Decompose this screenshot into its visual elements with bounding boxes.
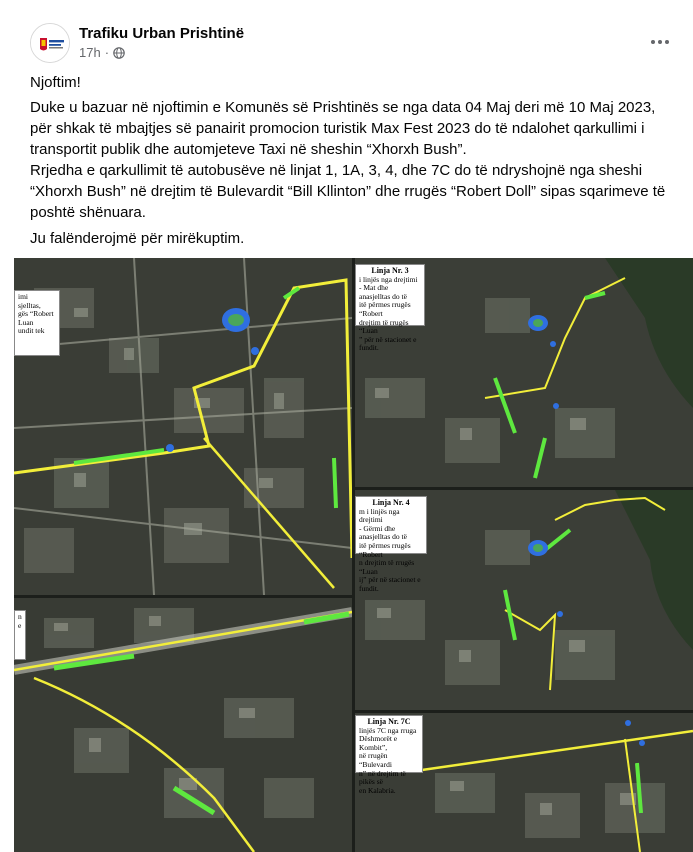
- map-tile-lines-1-1a[interactable]: [14, 258, 352, 595]
- post-heading: Njoftim!: [30, 74, 81, 91]
- route-maps-grid[interactable]: [14, 258, 693, 852]
- globe-icon[interactable]: [113, 47, 125, 59]
- page-avatar[interactable]: [30, 23, 70, 63]
- map-1-legend: imi sjelltas, gës “Robert Luan undit tek: [14, 290, 60, 356]
- post-header: [0, 0, 693, 68]
- map-2-legend: n e: [14, 610, 26, 660]
- map-image-2: [14, 598, 352, 852]
- more-dots-icon[interactable]: [648, 30, 672, 54]
- city-logo: [31, 24, 70, 63]
- map-tile-line-2[interactable]: [14, 598, 352, 852]
- map-tile-line-4[interactable]: [355, 490, 693, 710]
- post-time[interactable]: 17h: [79, 45, 101, 60]
- page-name[interactable]: Trafiku Urban Prishtinë: [79, 25, 245, 42]
- map-image-1: [14, 258, 352, 595]
- map-tile-line-7c[interactable]: [355, 713, 693, 852]
- post-paragraph-3: Ju falënderojmë për mirëkuptim.: [30, 230, 245, 247]
- post-paragraph-1: Duke u bazuar në njoftimin e Komunës së Prishtinës se nga data 04 Maj deri më 10 Maj 2023, për shkak të mbajtjes së panairit promocion turistik Max Fest 2023 do të ndalohet qarkullimi i transportit publik dhe automjeteve Taxi në sheshin “Xhorxh Bush”.: [30, 99, 656, 158]
- map-7c-legend: Linja Nr. 7C linjës 7C nga rruga Dëshmorët e Kombit”, në rrugën “Bulevardi n” në drejtim të pikës së en Kalabria.: [355, 715, 423, 773]
- post-meta: 17h ·: [79, 45, 125, 60]
- map-tile-line-3[interactable]: [355, 258, 693, 487]
- map-4-legend: Linja Nr. 4 m i linjës nga drejtimi - Gërmi dhe anasjelltas do të itë përmes rrugës “Robert n drejtim të rrugës “Luan ij” për në stacionet e fundit.: [355, 496, 427, 554]
- post-paragraph-2: Rrjedha e qarkullimit të autobusëve në linjat 1, 1A, 3, 4, dhe 7C do të ndryshojnë nga sheshi “Xhorxh Bush” në drejtim të Bulevardit “Bill Kllinton” dhe rrugës “Robert Doll” sipas sqarimeve të poshtë shënuara.: [30, 162, 666, 221]
- map-3-legend: Linja Nr. 3 i linjës nga drejtimi - Mat dhe anasjelltas do të itë përmes rrugës “Robert drejtim të rrugës “Luan ” për në stacionet e fundit.: [355, 264, 425, 326]
